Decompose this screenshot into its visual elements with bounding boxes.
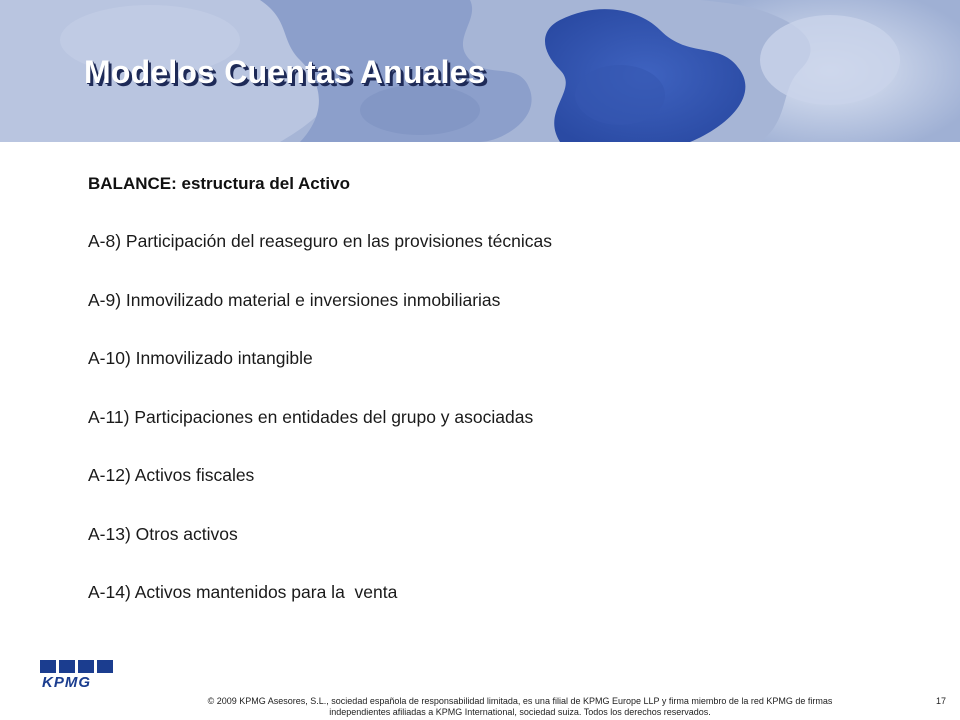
list-item: A-14) Activos mantenidos para la venta: [88, 582, 398, 602]
page-title: Modelos Cuentas Anuales: [84, 54, 486, 90]
kpmg-logo-text: KPMG: [42, 674, 91, 690]
list-item: A-11) Participaciones en entidades del grupo y asociadas: [88, 406, 534, 427]
list-item: A-9) Inmovilizado material e inversiones inmobiliarias: [88, 289, 501, 310]
list-item: A-8) Participación del reaseguro en las provisiones técnicas: [88, 231, 552, 251]
header-banner: [0, 0, 960, 142]
page-number: 17: [936, 696, 947, 706]
copyright-line-1: © 2009 KPMG Asesores, S.L., sociedad española de responsabilidad limitada, es una filial de KPMG Europe LLP y firma miembro de la red KPMG de firmas: [207, 696, 833, 706]
list-item: A-10) Inmovilizado intangible: [88, 348, 313, 368]
copyright-footer: [130, 696, 910, 718]
kpmg-logo: [40, 660, 114, 690]
asset-structure-list: [88, 228, 552, 638]
section-subtitle: BALANCE: estructura del Activo: [88, 174, 350, 193]
list-item: A-13) Otros activos: [88, 523, 238, 544]
copyright-line-2: independientes afiliadas a KPMG International, sociedad suiza. Todos los derechos reservados.: [329, 707, 711, 717]
list-item: A-12) Activos fiscales: [88, 465, 255, 485]
